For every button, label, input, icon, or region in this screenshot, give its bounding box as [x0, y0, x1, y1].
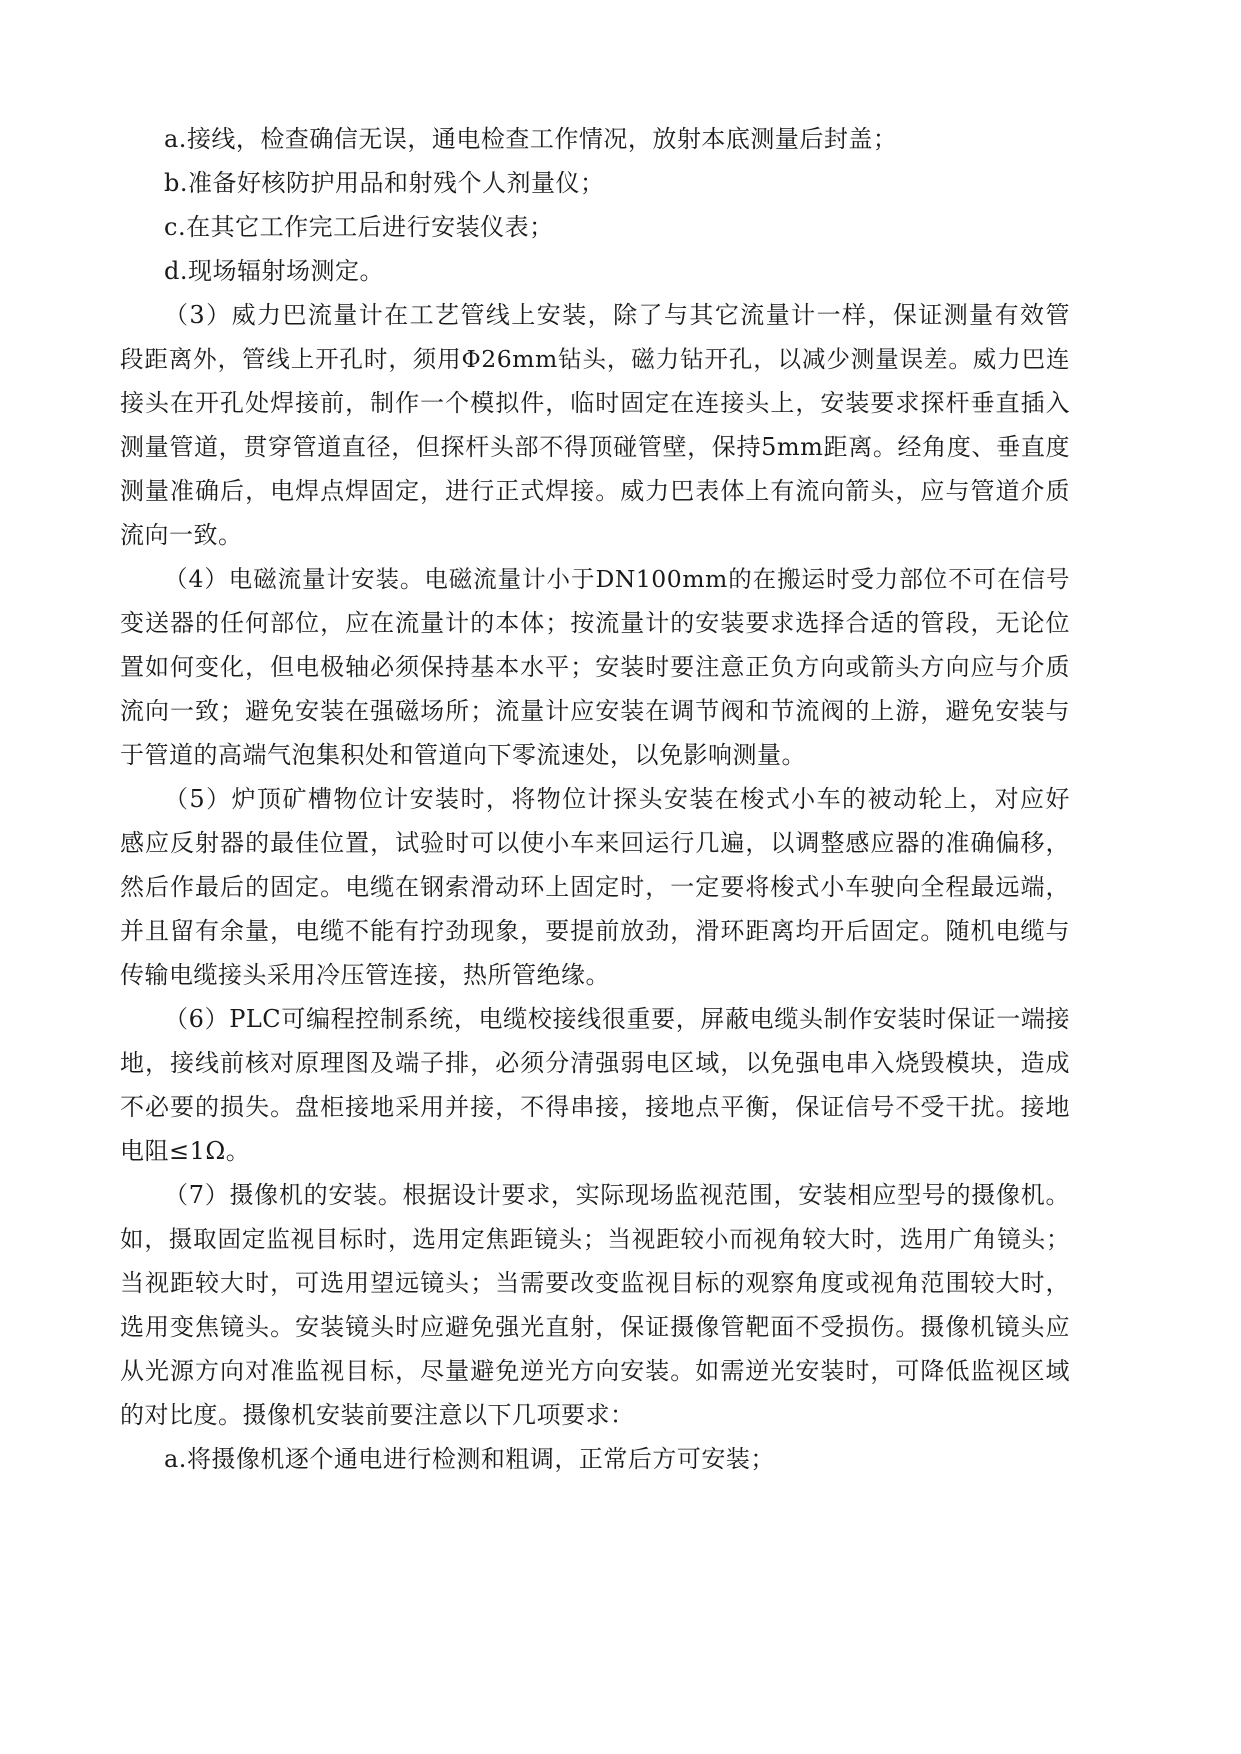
text-line: d.现场辐射场测定。 — [164, 257, 384, 285]
text-line: 当视距较大时，可选用望远镜头；当需要改变监视目标的观察角度或视角范围较大时， — [120, 1269, 1070, 1297]
text-line: 变送器的任何部位，应在流量计的本体；按流量计的安装要求选择合适的管段，无论位 — [120, 609, 1070, 637]
text-line: 从光源方向对准监视目标，尽量避免逆光方向安装。如需逆光安装时，可降低监视区域 — [120, 1357, 1070, 1385]
text-line: 不必要的损失。盘柜接地采用并接，不得串接，接地点平衡，保证信号不受干扰。接地 — [120, 1093, 1070, 1121]
text-line: 传输电缆接头采用冷压管连接，热所管绝缘。 — [120, 961, 610, 989]
text-line: 流向一致。 — [120, 521, 243, 549]
document-body — [120, 117, 1070, 1481]
text-line: c.在其它工作完工后进行安装仪表； — [164, 213, 554, 241]
text-line: 接头在开孔处焊接前，制作一个模拟件，临时固定在连接头上，安装要求探杆垂直插入 — [120, 389, 1070, 417]
text-line: 如，摄取固定监视目标时，选用定焦距镜头；当视距较小而视角较大时，选用广角镜头； — [120, 1225, 1070, 1253]
text-line: 于管道的高端气泡集积处和管道向下零流速处，以免影响测量。 — [120, 741, 806, 769]
text-line: 电阻≤1Ω。 — [120, 1137, 251, 1165]
text-line: a.接线，检查确信无误，通电检查工作情况，放射本底测量后封盖； — [164, 125, 898, 153]
text-line: （3）威力巴流量计在工艺管线上安装，除了与其它流量计一样，保证测量有效管 — [164, 301, 1070, 329]
text-line: （7）摄像机的安装。根据设计要求，实际现场监视范围，安装相应型号的摄像机。 — [164, 1181, 1070, 1209]
text-line: 然后作最后的固定。电缆在钢索滑动环上固定时，一定要将梭式小车驶向全程最远端， — [120, 873, 1070, 901]
text-line: 的对比度。摄像机安装前要注意以下几项要求： — [120, 1401, 635, 1429]
text-line: 测量准确后，电焊点焊固定，进行正式焊接。威力巴表体上有流向箭头，应与管道介质 — [120, 477, 1070, 505]
text-line: 测量管道，贯穿管道直径，但探杆头部不得顶碰管壁，保持5mm距离。经角度、垂直度 — [120, 433, 1070, 461]
text-line: a.将摄像机逐个通电进行检测和粗调，正常后方可安装； — [164, 1445, 775, 1473]
text-line: 并且留有余量，电缆不能有拧劲现象，要提前放劲，滑环距离均开后固定。随机电缆与 — [120, 917, 1070, 945]
text-line: 流向一致；避免安装在强磁场所；流量计应安装在调节阀和节流阀的上游，避免安装与 — [120, 697, 1070, 725]
text-line: 地，接线前核对原理图及端子排，必须分清强弱电区域，以免强电串入烧毁模块，造成 — [120, 1049, 1070, 1077]
text-line: （4）电磁流量计安装。电磁流量计小于DN100mm的在搬运时受力部位不可在信号 — [164, 565, 1070, 593]
text-line: （5）炉顶矿槽物位计安装时，将物位计探头安装在梭式小车的被动轮上，对应好 — [164, 785, 1070, 813]
text-line: 置如何变化，但电极轴必须保持基本水平；安装时要注意正负方向或箭头方向应与介质 — [120, 653, 1070, 681]
text-line: 段距离外，管线上开孔时，须用Φ26mm钻头，磁力钻开孔，以减少测量误差。威力巴连 — [120, 345, 1070, 373]
text-line: （6）PLC可编程控制系统，电缆校接线很重要，屏蔽电缆头制作安装时保证一端接 — [164, 1005, 1070, 1033]
text-line: b.准备好核防护用品和射残个人剂量仪； — [164, 169, 605, 197]
text-line: 感应反射器的最佳位置，试验时可以使小车来回运行几遍，以调整感应器的准确偏移， — [120, 829, 1070, 857]
text-line: 选用变焦镜头。安装镜头时应避免强光直射，保证摄像管靶面不受损伤。摄像机镜头应 — [120, 1313, 1070, 1341]
